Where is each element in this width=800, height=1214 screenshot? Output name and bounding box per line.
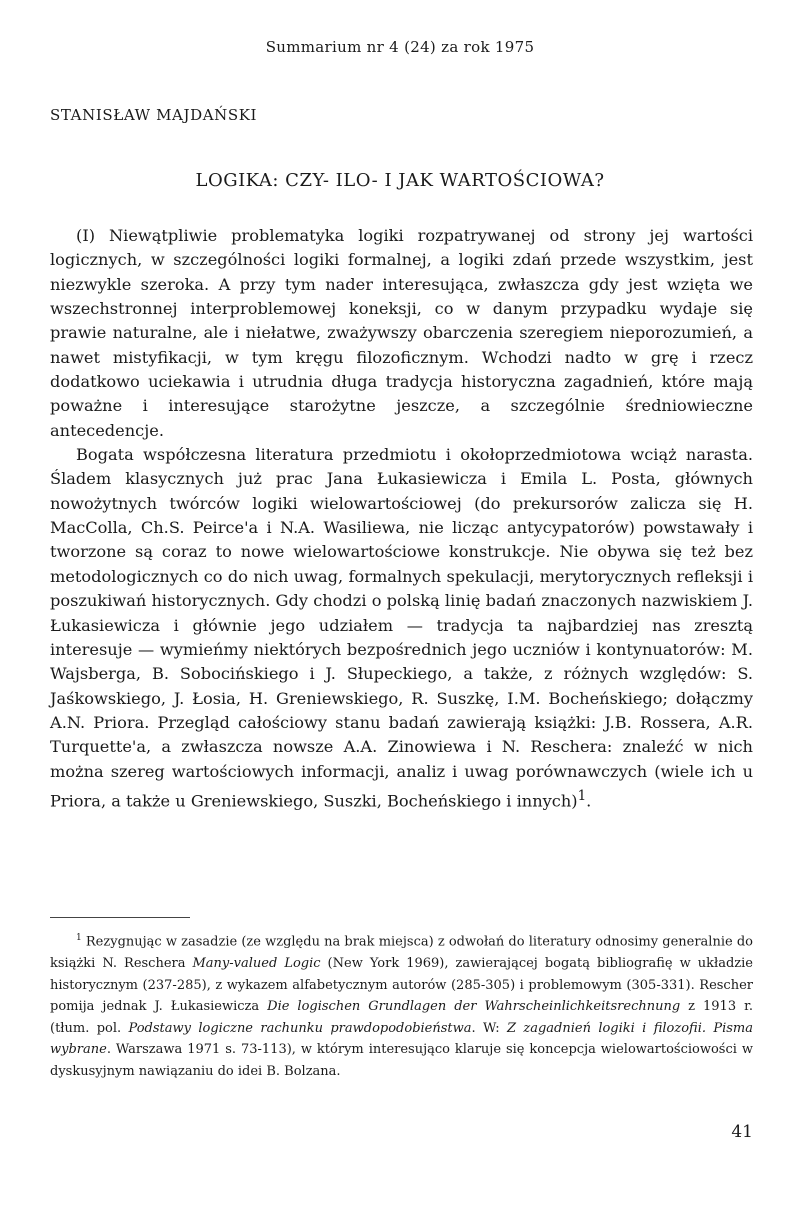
footnote-text-5: . Warszawa 1971 s. 73-113), w którym interesująco klaruje się koncepcja wielowartościowości w dyskusyjnym nawiązaniu do idei B. Bolzana. (50, 1042, 753, 1079)
article-body (50, 224, 753, 814)
running-head: Summarium nr 4 (24) za rok 1975 (265, 38, 535, 56)
footnote-1 (50, 928, 753, 1082)
footnote-book-title-3: Podstawy logiczne rachunku prawdopodobieństwa (128, 1020, 472, 1036)
footnote-reference[interactable]: 1 (577, 787, 587, 804)
paragraph-2-text: Bogata współczesna literatura przedmiotu i okołoprzedmiotowa wciąż narasta. Śladem klasycznych już prac Jana Łukasiewicza i Emila L. Posta, głównych nowożytnych twórców logiki wielowartościowej (do prekursorów zalicza się H. MacColla, Ch.S. Peirce'a i N.A. Wasiliewa, nie licząc antycypatorów) powstawały i tworzone są coraz to nowe wielowartościowe konstrukcje. Nie obywa się też bez metodologicznych co do nich uwag, formalnych spekulacji, merytorycznych refleksji i poszukiwań historycznych. Gdy chodzi o polską linię badań znaczonych nazwiskiem J. Łukasiewicza i głównie jego udziałem — tradycja ta najbardziej nas zresztą interesuje — wymieńmy niektórych bezpośrednich jego uczniów i kontynuatorów: M. Wajsberga, B. Sobocińskiego i J. Słupeckiego, a także, z różnych względów: S. Jaśkowskiego, J. Łosia, H. Greniewskiego, R. Suszkę, I.M. Bocheńskiego; dołączmy A.N. Priora. Przegląd całościowy stanu badań zawierają książki: J.B. Rossera, A.R. Turquette'a, a zwłaszcza nowsze A.A. Zinowiewa i N. Reschera: znaleźć w nich można szereg wartościowych informacji, analiz i uwag porównawczych (wiele ich u Priora, a także u Greniewskiego, Suszki, Bocheńskiego i innych) (50, 445, 753, 811)
paragraph-2: Bogata współczesna literatura przedmiotu i okołoprzedmiotowa wciąż narasta. Śladem klasycznych już prac Jana Łukasiewicza i Emila L. Posta, głównych nowożytnych twórców logiki wielowartościowej (do prekursorów zalicza się H. MacColla, Ch.S. Peirce'a i N.A. Wasiliewa, nie licząc antycypatorów) powstawały i tworzone są coraz to nowe wielowartościowe konstrukcje. Nie obywa się też bez metodologicznych co do nich uwag, formalnych spekulacji, merytorycznych refleksji i poszukiwań historycznych. Gdy chodzi o polską linię badań znaczonych nazwiskiem J. Łukasiewicza i głównie jego udziałem — tradycja ta najbardziej nas zresztą interesuje — wymieńmy niektórych bezpośrednich jego uczniów i kontynuatorów: M. Wajsberga, B. Sobocińskiego i J. Słupeckiego, a także, z różnych względów: S. Jaśkowskiego, J. Łosia, H. Greniewskiego, R. Suszkę, I.M. Bocheńskiego; dołączmy A.N. Priora. Przegląd całościowy stanu badań zawierają książki: J.B. Rossera, A.R. Turquette'a, a zwłaszcza nowsze A.A. Zinowiewa i N. Reschera: znaleźć w nich można szereg wartościowych informacji, analiz i uwag porównawczych (wiele ich u Priora, a także u Greniewskiego, Suszki, Bocheńskiego i innych)$^1$. (50, 445, 753, 811)
footnote-text-4: . W: (471, 1020, 507, 1036)
footnote-text-1: Rezygnując w zasadzie (ze względu na brak miejsca) z odwołań do literatury odnosimy generalnie do książki N. Reschera (50, 934, 753, 971)
paragraph-1: (I) Niewątpliwie problematyka logiki rozpatrywanej od strony jej wartości logicznych, w szczególności logiki formalnej, a logiki zdań przede wszystkim, jest niezwykle szeroka. A przy tym nader interesująca, zwłaszcza gdy jest wzięta we wszechstronnej interproblemowej koneksji, co w danym przypadku wydaje się prawie naturalne, ale i niełatwe, zważywszy obarczenia szeregiem nieporozumień, a nawet mistyfikacji, w tym kręgu filozoficznym. Wchodzi nadto w grę i rzecz dodatkowo uciekawia i utrudnia długa tradycja historyczna zagadnień, które mają poważne i interesujące starożytne jeszcze, a szczególnie średniowieczne antecedencje. (50, 226, 753, 440)
footnote-marker: 1 (76, 933, 82, 943)
footnote-divider (50, 917, 190, 918)
footnote (50, 928, 753, 1082)
article-author: STANISŁAW MAJDAŃSKI (50, 106, 258, 124)
footnote-book-title-4: Z zagadnień logiki i filozofii. Pisma wybrane (50, 1020, 753, 1058)
footnote-text-3: z 1913 r. (tłum. pol. (50, 999, 754, 1036)
article-title: LOGIKA: CZY- ILO- I JAK WARTOŚCIOWA? (195, 170, 605, 191)
footnote-text-2: (New York 1969), zawierającej bogatą bibliografię w układzie historycznym (237-285), z wykazem alfabetycznym autorów (285-305) i problemowym (305-331). Rescher pomija jednak J. Łukasiewicza (50, 955, 753, 1015)
footnote-book-title-2: Die logischen Grundlagen der Wahrscheinlichkeitsrechnung (267, 999, 681, 1015)
footnote-book-title-1: Many-valued Logic (192, 955, 321, 971)
page-number: 41 (731, 1122, 753, 1142)
